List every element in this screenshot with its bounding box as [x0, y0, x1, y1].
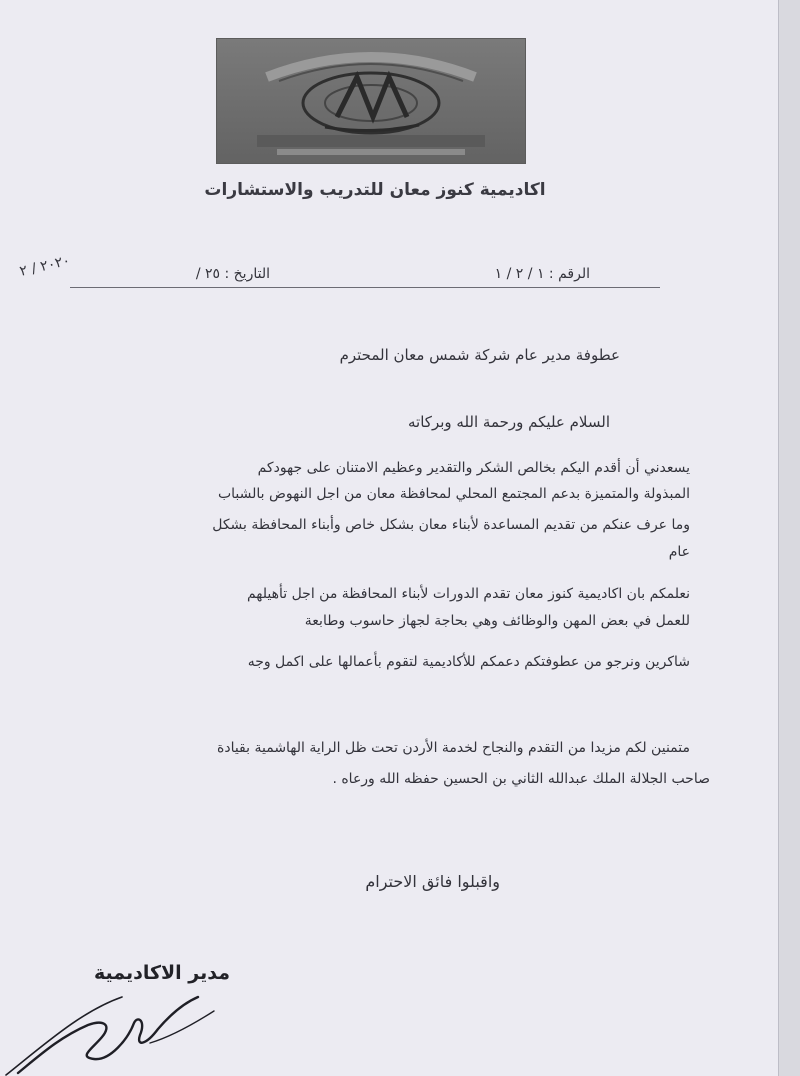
paragraph3-line1: متمنين لكم مزيدا من التقدم والنجاح لخدمة الأردن تحت ظل الراية الهاشمية بقيادة	[217, 740, 690, 756]
header-divider	[70, 287, 660, 288]
signatory-title: مدير الاكاديمية	[93, 962, 230, 984]
paragraph1-line3: وما عرف عنكم من تقديم المساعدة لأبناء معان بشكل خاص وأبناء المحافظة بشكل	[212, 517, 690, 533]
paragraph2-line3: شاكرين ونرجو من عطوفتكم دعمكم للأكاديمية لتقوم بأعمالها على اكمل وجه	[247, 654, 690, 670]
paragraph2-line2: للعمل في بعض المهن والوظائف وهي بحاجة لجهاز حاسوب وطابعة	[304, 613, 690, 629]
paragraph1-line2: المبذولة والمتميزة بدعم المجتمع المحلي لمحافظة معان من اجل النهوض بالشباب	[217, 486, 690, 502]
paragraph2-line1: نعلمكم بان اكاديمية كنوز معان تقدم الدورات لأبناء المحافظة من اجل تأهيلهم	[246, 586, 690, 602]
reference-number: الرقم : ١ / ٢ / ١	[494, 266, 590, 282]
paragraph1-line1: يسعدني أن أقدم اليكم بخالص الشكر والتقدير وعظيم الامتنان على جهودكم	[257, 460, 690, 476]
date-value: ٢٠٢٠ / ٢	[18, 252, 72, 280]
greeting-line: السلام عليكم ورحمة الله وبركاته	[408, 413, 610, 431]
paragraph1-line4: عام	[668, 544, 690, 560]
academy-logo-graphic	[217, 39, 525, 163]
date-label: التاريخ : ٢٥ /	[195, 266, 270, 282]
closing-line: واقبلوا فائق الاحترام	[365, 872, 500, 891]
letterhead-title: اكاديمية كنوز معان للتدريب والاستشارات	[204, 180, 546, 200]
paragraph3-line2: صاحب الجلالة الملك عبدالله الثاني بن الحسين حفظه الله ورعاه .	[332, 771, 710, 787]
handwritten-signature	[0, 985, 260, 1076]
page-edge	[778, 0, 800, 1076]
academy-logo	[216, 38, 526, 164]
recipient-line: عطوفة مدير عام شركة شمس معان المحترم	[339, 346, 620, 364]
